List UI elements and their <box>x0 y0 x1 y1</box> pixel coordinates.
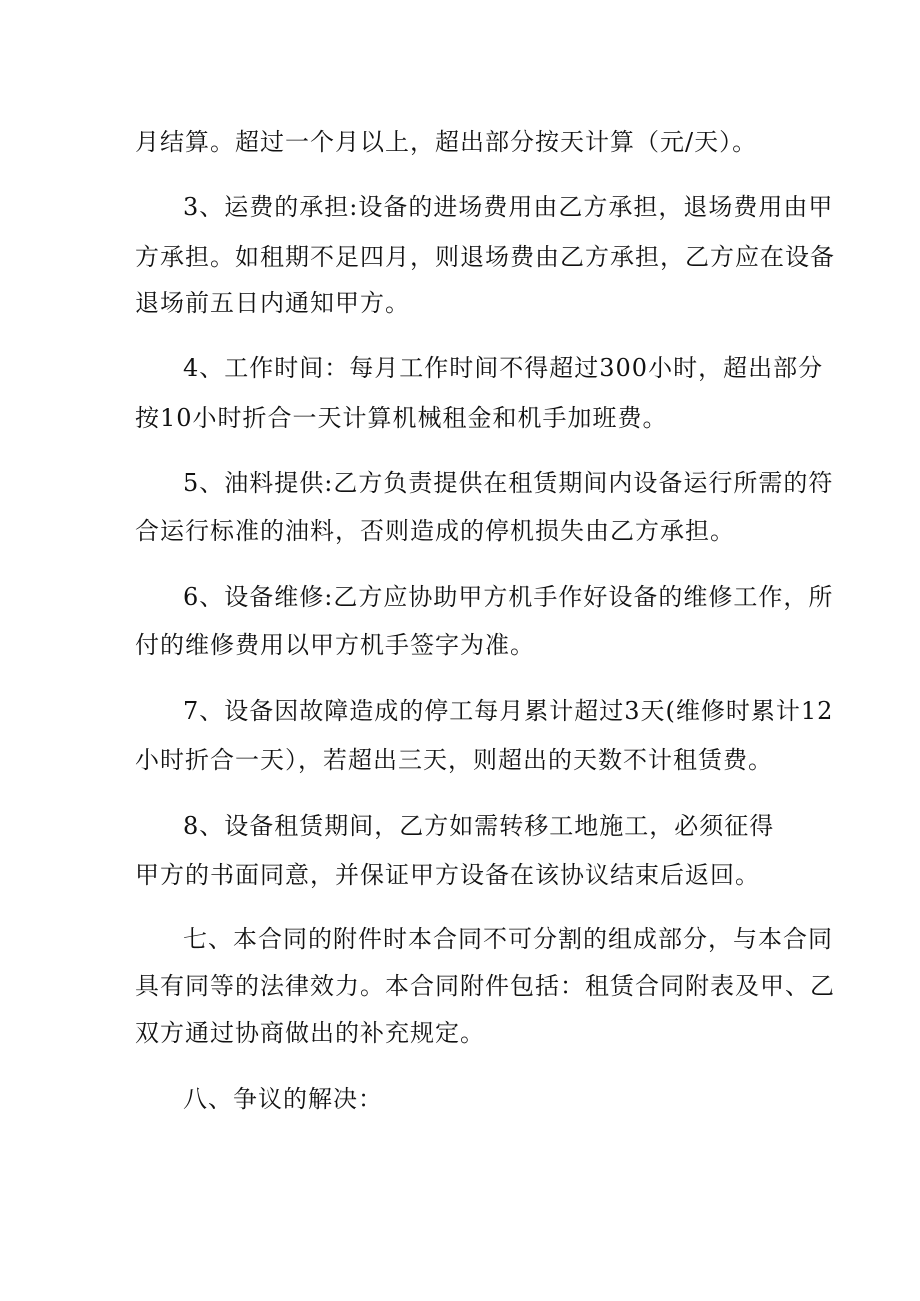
text-line: 甲方的书面同意，并保证甲方设备在该协议结束后返回。 <box>135 861 760 889</box>
text-line: 月结算。超过一个月以上，超出部分按天计算（元/天）。 <box>135 128 758 156</box>
text-line: 具有同等的法律效力。本合同附件包括：租赁合同附表及甲、乙 <box>135 972 835 1000</box>
text-line: 合运行标准的油料，否则造成的停机损失由乙方承担。 <box>135 517 735 545</box>
text-line: 3、运费的承担:设备的进场费用由乙方承担，退场费用由甲 <box>183 193 834 221</box>
text-line: 双方通过协商做出的补充规定。 <box>135 1019 485 1047</box>
text-line: 7、设备因故障造成的停工每月累计超过3天(维修时累计12 <box>183 697 834 725</box>
text-line: 退场前五日内通知甲方。 <box>135 289 410 317</box>
text-line: 小时折合一天），若超出三天，则超出的天数不计租赁费。 <box>135 746 773 774</box>
text-line: 8、设备租赁期间，乙方如需转移工地施工，必须征得 <box>183 812 775 840</box>
text-line: 按10小时折合一天计算机械租金和机手加班费。 <box>135 404 668 432</box>
text-line: 方承担。如租期不足四月，则退场费由乙方承担，乙方应在设备 <box>135 243 835 271</box>
text-line: 4、工作时间：每月工作时间不得超过300小时，超出部分 <box>183 354 824 382</box>
text-line: 6、设备维修:乙方应协助甲方机手作好设备的维修工作，所 <box>183 583 834 611</box>
text-line: 付的维修费用以甲方机手签字为准。 <box>135 631 535 659</box>
section-heading: 八、争议的解决： <box>183 1085 383 1113</box>
text-line: 七、本合同的附件时本合同不可分割的组成部分，与本合同 <box>183 925 833 953</box>
text-line: 5、油料提供:乙方负责提供在租赁期间内设备运行所需的符 <box>183 469 834 497</box>
